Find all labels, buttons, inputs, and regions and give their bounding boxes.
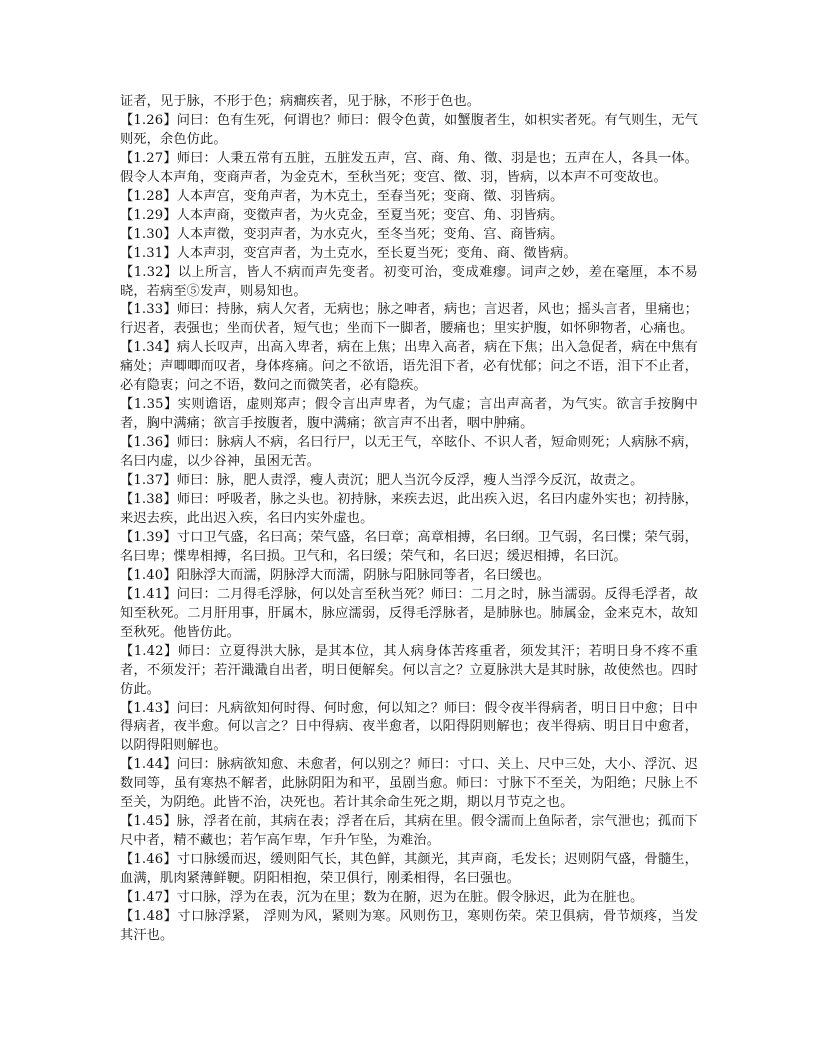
paragraph-1-48: 【1.48】寸口脉浮紧， 浮则为风，紧则为寒。风则伤卫，寒则伤荣。荣卫俱病，骨节烦疼，当发其汗也。 [120,908,698,943]
paragraph-1-44: 【1.44】问曰：脉病欲知愈、未愈者，何以别之？师曰：寸口、关上、尺中三处，大小、浮沉、迟数同等，虽有寒热不解者，此脉阴阳为和平，虽剧当愈。师曰：寸脉下不至关，为阳绝；尺脉上不至关，为阴绝。此皆不治，决死也。若计其余命生死之期，期以月节克之也。 [120,757,698,811]
paragraph-1-33: 【1.33】师曰：持脉，病人欠者，无病也；脉之呻者，病也；言迟者，风也；摇头言者，里痛也；行迟者，表强也；坐而伏者，短气也；坐而下一脚者，腰痛也；里实护腹，如怀卵物者，心痛也。 [120,302,698,337]
paragraph-1-36: 【1.36】师曰：脉病人不病，名曰行尸，以无王气，卒眩仆、不识人者，短命则死；人病脉不病，名曰内虚，以少谷神，虽困无苦。 [120,435,698,470]
paragraph-1-40: 【1.40】阳脉浮大而濡，阴脉浮大而濡，阴脉与阳脉同等者，名曰缓也。 [120,567,551,583]
paragraph-continuation: 证者，见于脉，不形于色；病癎疾者，见于脉，不形于色也。 [120,94,481,109]
paragraph-1-27: 【1.27】师曰：人秉五常有五脏，五脏发五声，宫、商、角、徵、羽是也；五声在人，各具一体。假令人本声角，变商声者，为金克木，至秋当死；变宫、徵、羽，皆病，以本声不可变故也。 [120,150,698,185]
paragraph-1-31: 【1.31】人本声羽，变宫声者，为土克水，至长夏当死；变角、商、徵皆病。 [120,245,577,261]
paragraph-1-29: 【1.29】人本声商，变徵声者，为火克金，至夏当死；变宫、角、羽皆病。 [120,207,564,223]
paragraph-1-34: 【1.34】病人长叹声，出高入卑者，病在上焦；出卑入高者，病在下焦；出入急促者，病在中焦有痛处；声唧唧而叹者，身体疼痛。问之不欲语，语先泪下者，必有忧郁；问之不语，泪下不止者，必有隐衷；问之不语，数问之而微笑者，必有隐疾。 [120,340,698,394]
paragraph-1-26: 【1.26】问曰：色有生死，何谓也？师曰：假令色黄，如蟹腹者生，如枳实者死。有气则生，无气则死，余色仿此。 [120,112,698,147]
paragraph-1-30: 【1.30】人本声徵，变羽声者，为水克火，至冬当死；变角、宫、商皆病。 [120,226,564,242]
paragraph-1-47: 【1.47】寸口脉，浮为在表，沉为在里；数为在腑，迟为在脏。假令脉迟，此为在脏也。 [120,890,644,906]
paragraph-1-35: 【1.35】实则谵语，虚则郑声；假令言出声卑者，为气虚；言出声高者，为气实。欲言手按胸中者，胸中满痛；欲言手按腹者，腹中满痛；欲言声不出者，咽中肿痛。 [120,397,698,432]
paragraph-1-42: 【1.42】师曰：立夏得洪大脉，是其本位，其人病身体苦疼重者，须发其汗；若明日身不疼不重者，不须发汗；若汗濈濈自出者，明日便解矣。何以言之？立夏脉洪大是其时脉，故使然也。四时仿此。 [120,643,698,697]
paragraph-1-38: 【1.38】师曰：呼吸者，脉之头也。初持脉，来疾去迟，此出疾入迟，名曰内虚外实也；初持脉，来迟去疾，此出迟入疾，名曰内实外虚也。 [120,492,698,526]
paragraph-1-32: 【1.32】以上所言，皆人不病而声先变者。初变可治，变成难瘳。词声之妙，差在毫厘，本不易晓，若病至⑤发声，则易知也。 [120,264,698,299]
paragraph-1-45: 【1.45】脉，浮者在前，其病在表；浮者在后，其病在里。假令濡而上鱼际者，宗气泄也；孤而下尺中者，精不藏也；若乍高乍卑，乍升乍坠，为难治。 [120,814,698,849]
paragraph-1-41: 【1.41】问曰：二月得毛浮脉，何以处言至秋当死？师曰：二月之时，脉当濡弱。反得毛浮者，故知至秋死。二月肝用事，肝属木，脉应濡弱，反得毛浮脉者，是肺脉也。肺属金，金来克木，故知至秋死。他皆仿此。 [120,586,698,640]
paragraph-1-37: 【1.37】师曰：脉，肥人责浮，瘦人责沉；肥人当沉今反浮，瘦人当浮今反沉，故责之。 [120,473,644,489]
paragraph-1-28: 【1.28】人本声宫，变角声者，为木克土，至春当死；变商、徵、羽皆病。 [120,188,564,204]
paragraph-1-39: 【1.39】寸口卫气盛，名曰高；荣气盛，名曰章；高章相搏，名曰纲。卫气弱，名曰惵；荣气弱，名曰卑；惵卑相搏，名曰损。卫气和，名曰缓；荣气和，名曰迟；缓迟相搏，名曰沉。 [120,529,698,564]
paragraph-1-46: 【1.46】寸口脉缓而迟，缓则阳气长，其色鲜，其颜光，其声商，毛发长；迟则阴气盛，骨髓生，血满，肌肉紧薄鲜鞕。阴阳相抱，荣卫俱行，刚柔相得，名曰强也。 [120,852,698,887]
document-page [120,93,698,946]
paragraph-1-43: 【1.43】问曰：凡病欲知何时得、何时愈，何以知之？师曰：假令夜半得病者，明日日中愈；日中得病者，夜半愈。何以言之？日中得病、夜半愈者，以阳得阴则解也；夜半得病、明日日中愈者，以阴得阳则解也。 [120,700,698,754]
